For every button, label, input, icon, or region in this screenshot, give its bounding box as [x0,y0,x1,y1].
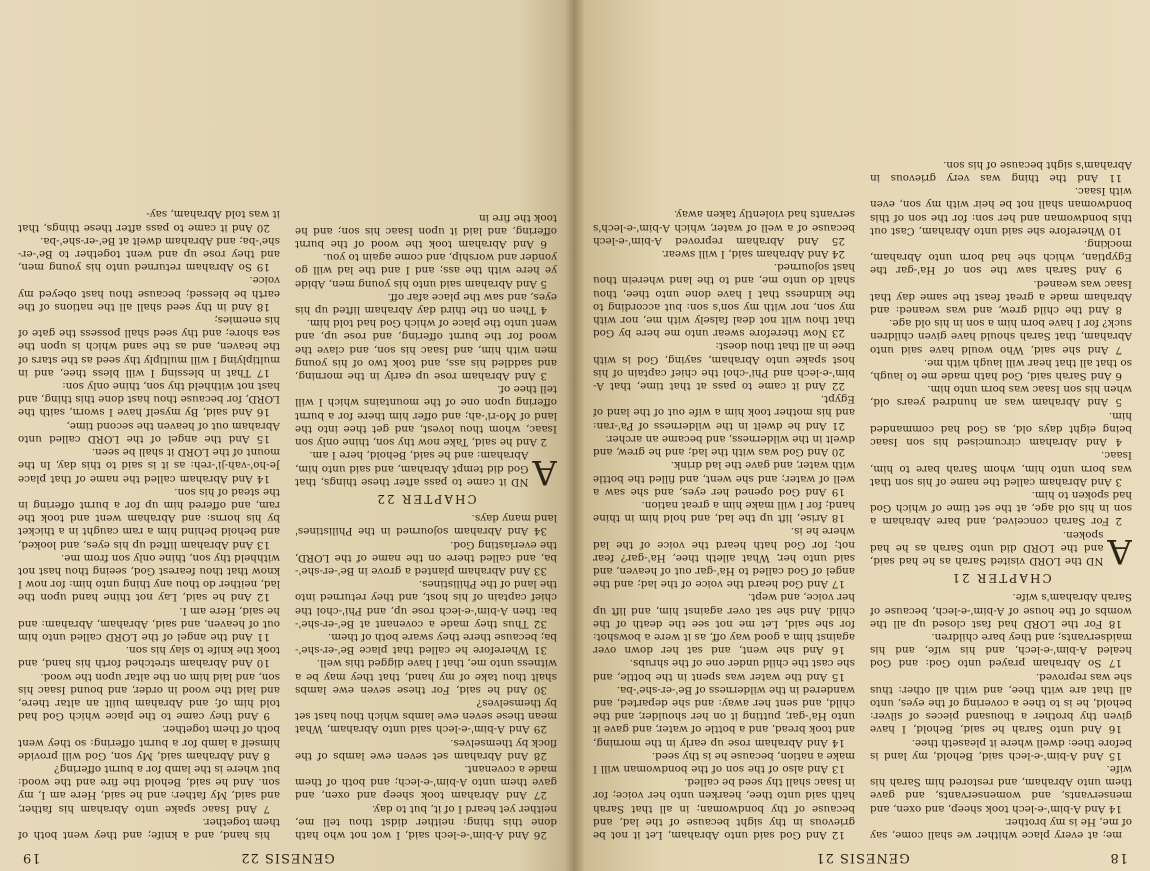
verse: 26 And A-bim'-e-lech said, I wot not who hath done this thing: neither didst thou tell me, neither yet heard I of it, but to day. [295,802,557,841]
verse: 7 And she said, Who would have said unto Abraham, that Sarah should have given children suck? for I have born him a son in his old age. [870,317,1132,356]
verse: 17 And God heard the voice of the lad; and the angel of God called to Ha'-gar out of heaven, and said unto her, What aileth thee, Ha'-gar? fear not; for God hath heard the voice of the lad where he is. [593,525,855,591]
verse: ND it came to pass after these things, that God did tempt Abraham, and said unto him, Abraham: and he said, Behold, here I am. [295,449,529,488]
verse: 19 And God opened her eyes, and she saw a well of water; and she went, and filled the bottle with water, and gave the lad drink. [593,459,855,498]
verse: 30 And he said, For these seven ewe lambs shalt thou take of my hand, that they may be a witness unto me, that I have digged this well. [295,657,557,696]
verse: 29 And A-bim'-e-lech said unto Abraham, What mean these seven ewe lambs which thou hast set by themselves? [295,696,557,736]
verse: 24 And Abraham said, I will swear. [661,248,845,261]
chapter-22-heading: CHAPTER 22 [375,491,477,506]
verse: 2 And he said, Take now thy son, thine only son Isaac, whom thou lovest, and get thee into the land of Mo-ri'-ah; and offer him there for a burnt offering upon one of the mountains which I will tell thee of. [295,383,557,449]
verse: 15 And the water was spent in the bottle, and she cast the child under one of the shrubs. [593,657,855,683]
right-running-title: GENESIS 22 [240,850,335,865]
verse: 14 And Abraham rose up early in the morning, and took bread, and a bottle of water, and gave it unto Ha'-gar, putting it on her shoulder, and the child, and sent her away: and she departed, and wandered in the wilderness of Be'-er-she'-ba. [593,683,855,749]
chapter-21-heading: CHAPTER 21 [950,571,1052,586]
gutter-shadow [565,0,585,871]
verse: 3 And Abraham rose up early in the morning, and saddled his ass, and took two of his young men with him, and Isaac his son, and clave the wood for the burnt offering, and rose up, and went unto the place of which God had told him. [295,317,557,383]
verse: 31 Wherefore he called that place Be'-er-she'-ba; because there they sware both of them. [295,630,557,657]
verse: 16 And she went, and sat her down over against him a good way off, as it were a bowshot: for she said, Let me not see the death of the child. And she sat over against him, and lift up her voice, and wept. [593,591,855,657]
verse: 2 For Sarah conceived, and bare Abraham a son in his old age, at the set time of which God had spoken to him. [870,488,1132,528]
right-col2-verses [18,207,280,841]
left-column-1 [870,10,1132,841]
verse: his hand, and a knife; and they went both of them together. [18,815,280,841]
right-col1-verses [295,511,557,841]
verse: 34 And Abraham sojourned in the Philistines' land many days. [295,512,557,538]
verse: 11 And the thing was very grievous in Abraham's sight because of his son. [870,158,1132,185]
verse: 9 And Sarah saw the son of Ha'-gar the Egyptian, which she had born unto Abraham, mocking. [870,238,1132,277]
verse: 13 And Abraham lifted up his eyes, and looked, and behold behind him a ram caught in a thicket by his horns: and Abraham went and took the ram, and offered him up for a burnt offering in the stead of his son. [18,485,280,551]
verse: 28 And Abraham set seven ewe lambs of the flock by themselves. [295,736,557,762]
left-column-2 [593,10,855,841]
verse: 25 And Abraham reproved A-bim'-e-lech because of a well of water, which A-bim'-e-lech's servants had violently taken away. [593,208,855,247]
verse: 12 And he said, Lay not thine hand upon the lad, neither do thou any thing unto him: for now I know that thou fearest God, seeing thou hast not withheld thy son, thine only son from me. [18,551,280,604]
verse: 9 And they came to the place which God had told him of; and Abraham built an altar there, and laid the wood in order, and bound Isaac his son, and laid him on the altar upon the wood. [18,670,280,723]
verse: 17 That in blessing I will bless thee, and in multiplying I will multiply thy seed as the stars of the heaven, and as the sand which is upon the sea shore; and thy seed shall possess the gate of his enemies; [18,314,280,379]
verse: 27 And Abraham took sheep and oxen, and gave them unto A-bim'-e-lech; and both of them made a covenant. [295,762,557,802]
right-column-2 [18,10,280,841]
verse: 16 And said, By myself have I sworn, saith the LORD, for because thou hast done this thing, and hast not withheld thy son, thine only son: [18,380,280,419]
verse: 14 And A-bim'-e-lech took sheep, and oxen, and menservants, and womenservants, and gave them unto Abraham, and restored him Sarah his wife. [870,762,1132,815]
verse: 20 And it came to pass after these things, that it was told Abraham, say- [18,208,280,234]
left-col2-verses [593,207,855,841]
verse: 22 And it came to pass at that time, that A-bim'-e-lech and Phi'-chol the chief captain of his host spake unto Abraham, saying, God is with thee in all that thou doest: [593,340,855,393]
verse: 4 Then on the third day Abraham lifted up his eyes, and saw the place afar off. [295,290,557,317]
right-running-head [22,847,553,865]
verse: 8 And Abraham said, My son, God will provide himself a lamb for a burnt offering: so they went both of them together. [18,723,280,762]
verse: 15 And A-bim'-e-lech said, Behold, my land is before thee: dwell where it pleaseth thee. [870,736,1132,762]
verse: 33 And Abraham planted a grove in Be'-er-she'-ba, and called there on the name of the LORD, the everlasting God. [295,538,557,577]
chapter-21-dropcap: A [1107,530,1132,571]
verse: 20 And God was with the lad; and he grew, and dwelt in the wilderness, and became an archer. [593,432,855,459]
verse: 32 Thus they made a covenant at Be'-er-she'-ba: then A-bim'-e-lech rose up, and Phi'-chol the chief captain of his host, and they returned into the land of the Philistines. [295,578,557,630]
verse: 8 And the child grew, and was weaned: and Abraham made a great feast the same day that Isaac was weaned. [870,277,1132,317]
verse: 5 And Abraham said unto his young men, Abide ye here with the ass; and I and the lad will go yonder and worship, and come again to you. [295,251,557,290]
left-running-title: GENESIS 21 [815,850,910,865]
verse: 23 Now therefore swear unto me here by God that thou wilt not deal falsely with me, nor with my son, nor with my son's son: but according to the kindness that I have done unto thee, thou shalt do unto me, and to the land wherein thou hast sojourned. [593,261,855,340]
verse: me; at every place whither we shall come, say of me, He is my brother. [870,815,1132,841]
verse: ND the LORD visited Sarah as he had said, and the LORD did unto Sarah as he had spoken. [870,528,1104,567]
verse: 10 And Abraham stretched forth his hand, and took the knife to slay his son. [18,644,280,670]
left-page [575,0,1150,871]
verse: 4 And Abraham circumcised his son Isaac being eight days old, as God had commanded him. [870,409,1132,449]
verse: 10 Wherefore she said unto Abraham, Cast out this bondwoman and her son: for the son of this bondwoman shall not be heir with my son, even with Isaac. [870,185,1132,237]
verse: 14 And Abraham called the name of that place Je-ho'-vah-ji'-reh: as it is said to this day, In the mount of the LORD it shall be seen. [18,446,280,485]
left-col1-verses [870,590,1132,841]
verse: 17 So Abraham prayed unto God: and God healed A-bim'-e-lech, and his wife, and his maidservants; and they bare children. [870,630,1132,670]
verse: 19 So Abraham returned unto his young men, and they rose up and went together to Be'-er-she'-ba; and Abraham dwelt at Be'-er-she'-ba. [18,234,280,274]
right-page-number: 19 [22,850,41,865]
verse: 13 And also of the son of the bondwoman will I make a nation, because he is thy seed. [593,749,855,775]
verse: 21 And he dwelt in the wilderness of Pa'-ran: and his mother took him a wife out of the land of Egypt. [593,393,855,432]
verse: 3 And Abraham called the name of his son that was born unto him, whom Sarah bare to him, Isaac. [870,449,1132,488]
verse: 18 Arise, lift up the lad, and hold him in thine hand; for I will make him a great nation. [593,498,855,525]
verse: 6 And Sarah said, God hath made me to laugh, so that all that hear will laugh with me. [870,356,1132,383]
verse: 6 And Abraham took the wood of the burnt offering, and laid it upon Isaac his son; and he took the fire in [295,211,557,251]
chapter-22-dropcap: A [532,451,557,492]
verse: 7 And Isaac spake unto Abraham his father, and said, My father: and he said, Here am I, my son. And he said, Behold the fire and the wood: but where is the lamb for a burnt offering? [18,762,280,815]
verse: 12 And God said unto Abraham, Let it not be grievous in thy sight because of the lad, and because of thy bondwoman; in all that Sarah hath said unto thee, hearken unto her voice; for in Isaac shall thy seed be called. [593,776,855,841]
left-page-number: 18 [1109,850,1128,865]
verse: 18 And in thy seed shall all the nations of the earth be blessed; because thou hast obeyed my voice. [18,274,280,313]
verse: 5 And Abraham was an hundred years old, when his son Isaac was born unto him. [870,383,1132,409]
left-col1-chapter-verses [870,158,1132,571]
right-col1-chapter-verses [295,210,557,492]
verse: 15 And the angel of the LORD called unto Abraham out of heaven the second time, [18,419,280,445]
verse: 11 And the angel of the LORD called unto him out of heaven, and said, Abraham, Abraham: and he said, Here am I. [18,604,280,643]
left-running-head [597,847,1128,865]
verse: 16 And unto Sarah he said, Behold, I have given thy brother a thousand pieces of silver: behold, he is to thee a covering of the eyes, unto all that are with thee, and with all other: thus she was reproved. [870,670,1132,736]
verse: 18 For the LORD had fast closed up all the wombs of the house of A-bim'-e-lech, because of Sarah Abraham's wife. [870,591,1132,630]
right-column-1 [295,10,557,841]
